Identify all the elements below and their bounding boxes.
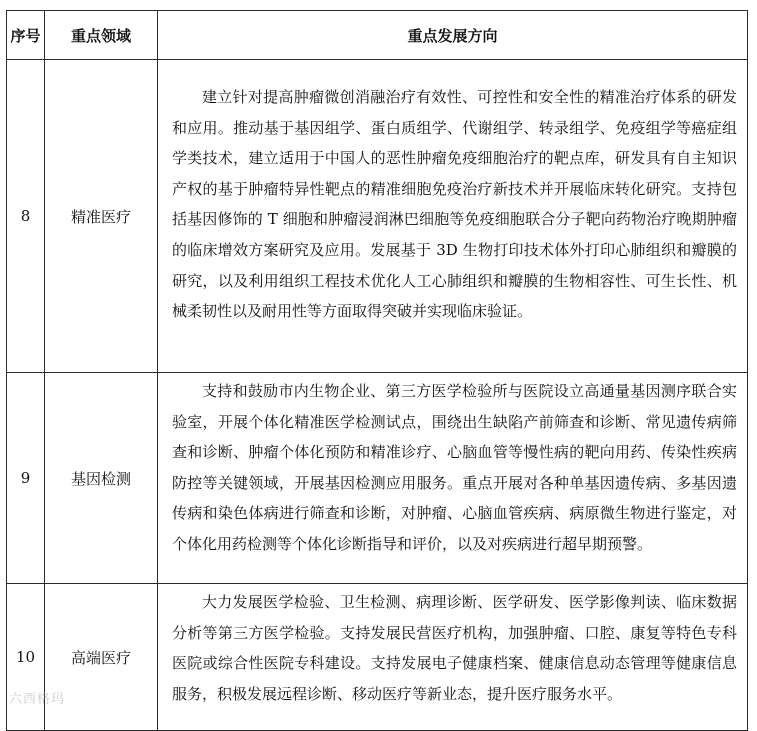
- row-field: 精准医疗: [45, 60, 158, 373]
- watermark-text: 六西格玛: [9, 692, 66, 707]
- row-direction: 建立针对提高肿瘤微创消融治疗有效性、可控性和安全性的精准治疗体系的研发和应用。推动基于基因组学、蛋白质组学、代谢组学、转录组学、免疫组学等癌症组学类技术，建立适用于中国人的恶性肿瘤免疫细胞治疗的靶点库，研发具有自主知识产权的基于肿瘤特异性靶点的精准细胞免疫治疗新技术并开展临床转化研究。支持包括基因修饰的 T 细胞和肿瘤浸润淋巴细胞等免疫细胞联合分子靶向药物治疗晚期肿瘤的临床增效方案研究及应用。发展基于 3D 生物打印技术体外打印心肺组织和瓣膜的研究，以及利用组织工程技术优化人工心肺组织和瓣膜的生物相容性、可生长性、机械柔韧性以及耐用性等方面取得突破并实现临床验证。: [158, 60, 748, 373]
- header-number: 序号: [7, 11, 45, 60]
- watermark-logo: [9, 688, 65, 707]
- row-number: 8: [7, 60, 45, 373]
- table-row: [7, 60, 748, 373]
- row-number: 9: [7, 373, 45, 584]
- table-header-row: [7, 11, 748, 60]
- table-row: [7, 373, 748, 584]
- policy-table: [6, 10, 748, 731]
- row-number: 10: [7, 584, 45, 731]
- row-field: 基因检测: [45, 373, 158, 584]
- row-field: 高端医疗: [45, 584, 158, 731]
- header-field: 重点领域: [45, 11, 158, 60]
- row-direction: 大力发展医学检验、卫生检测、病理诊断、医学研发、医学影像判读、临床数据分析等第三方医学检验。支持发展民营医疗机构，加强肿瘤、口腔、康复等特色专科医院或综合性医院专科建设。支持发展电子健康档案、健康信息动态管理等健康信息服务，积极发展远程诊断、移动医疗等新业态，提升医疗服务水平。: [158, 584, 748, 731]
- table-row: [7, 584, 748, 731]
- row-direction: 支持和鼓励市内生物企业、第三方医学检验所与医院设立高通量基因测序联合实验室，开展个体化精准医学检测试点，围绕出生缺陷产前筛查和诊断、常见遗传病筛查和诊断、肿瘤个体化预防和精准诊疗、心脑血管等慢性病的靶向用药、传染性疾病防控等关键领域，开展基因检测应用服务。重点开展对各种单基因遗传病、多基因遗传病和染色体病进行筛查和诊断，对肿瘤、心脑血管疾病、病原微生物进行鉴定，对个体化用药检测等个体化诊断指导和评价，以及对疾病进行超早期预警。: [158, 373, 748, 584]
- header-direction: 重点发展方向: [158, 11, 748, 60]
